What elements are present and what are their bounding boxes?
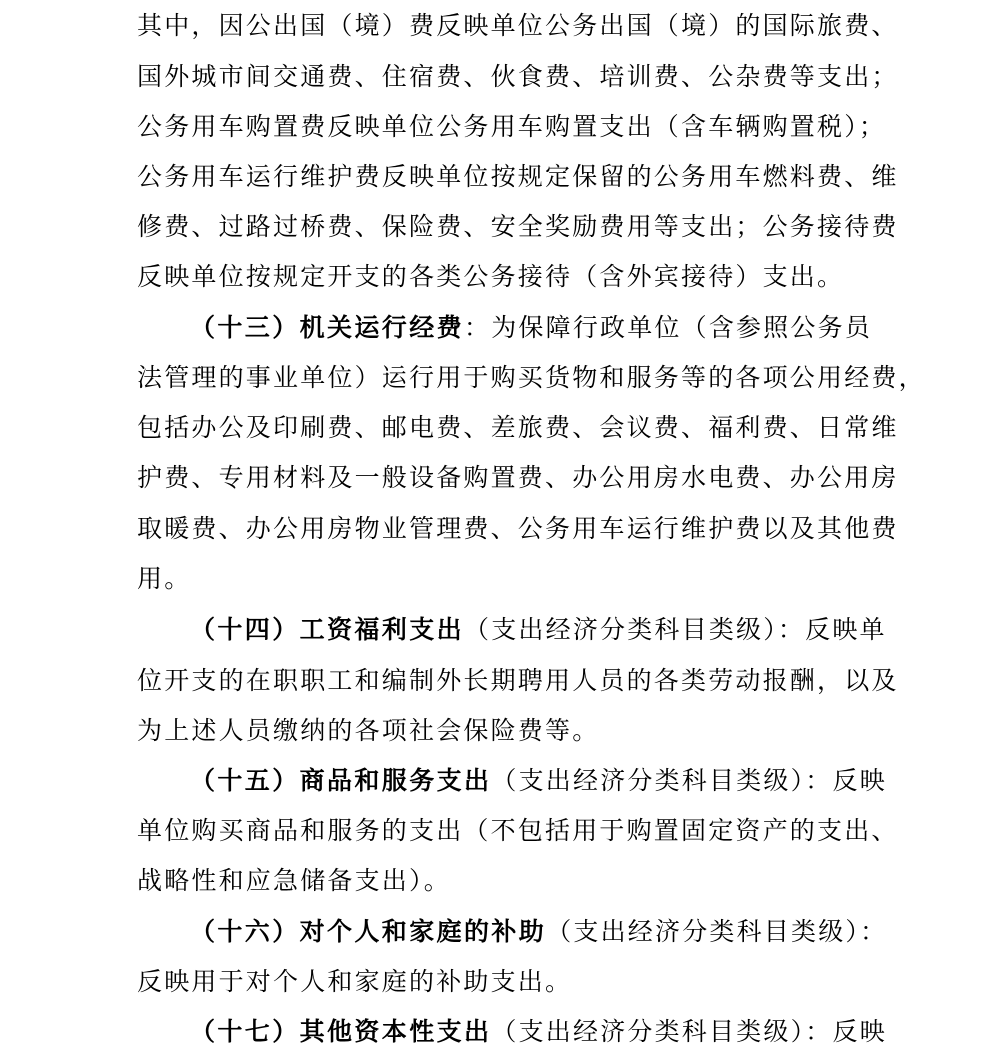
text-line: 修费、过路过桥费、保险费、安全奖励费用等支出；公务接待费 (137, 212, 899, 241)
section-15-first-line (190, 766, 887, 796)
section-14-heading: （十四）工资福利支出 (190, 615, 465, 644)
text-line: 取暖费、办公用房物业管理费、公务用车运行维护费以及其他费 (137, 514, 899, 543)
section-15-heading: （十五）商品和服务支出 (190, 766, 492, 795)
text-line: 反映用于对个人和家庭的补助支出。 (137, 967, 573, 996)
text-line: 护费、专用材料及一般设备购置费、办公用房水电费、办公用房 (137, 463, 899, 492)
text-line: 单位购买商品和服务的支出（不包括用于购置固定资产的支出、 (137, 816, 899, 845)
section-16-text: （支出经济分类科目类级）： (546, 917, 888, 946)
section-14-first-line (190, 615, 887, 645)
text-line: 反映单位按规定开支的各类公务接待（含外宾接待）支出。 (137, 262, 845, 291)
text-line: 战略性和应急储备支出）。 (137, 866, 451, 895)
text-line: 用。 (137, 564, 192, 593)
section-15-text: （支出经济分类科目类级）：反映 (491, 766, 887, 795)
text-line: 位开支的在职职工和编制外长期聘用人员的各类劳动报酬，以及 (137, 666, 899, 695)
section-14-text: （支出经济分类科目类级）：反映单 (464, 615, 887, 644)
text-line: 公务用车运行维护费反映单位按规定保留的公务用车燃料费、维 (137, 162, 899, 191)
section-13-text: ：为保障行政单位（含参照公务员 (464, 313, 873, 342)
text-line: 法管理的事业单位）运行用于购买货物和服务等的各项公用经费， (137, 363, 926, 392)
text-line: 其中，因公出国（境）费反映单位公务出国（境）的国际旅费、 (137, 11, 899, 40)
section-13-first-line (190, 313, 872, 343)
section-17-heading: （十七）其他资本性支出 (190, 1017, 492, 1046)
section-16-heading: （十六）对个人和家庭的补助 (190, 917, 547, 946)
section-17-first-line (190, 1017, 887, 1047)
text-line: 为上述人员缴纳的各项社会保险费等。 (137, 716, 600, 745)
section-17-text: （支出经济分类科目类级）：反映 (491, 1017, 887, 1046)
section-13-heading: （十三）机关运行经费 (190, 313, 465, 342)
section-16-first-line (190, 917, 887, 947)
text-line: 国外城市间交通费、住宿费、伙食费、培训费、公杂费等支出； (137, 62, 899, 91)
text-line: 公务用车购置费反映单位公务用车购置支出（含车辆购置税）； (137, 112, 887, 141)
text-line: 包括办公及印刷费、邮电费、差旅费、会议费、福利费、日常维 (137, 413, 899, 442)
